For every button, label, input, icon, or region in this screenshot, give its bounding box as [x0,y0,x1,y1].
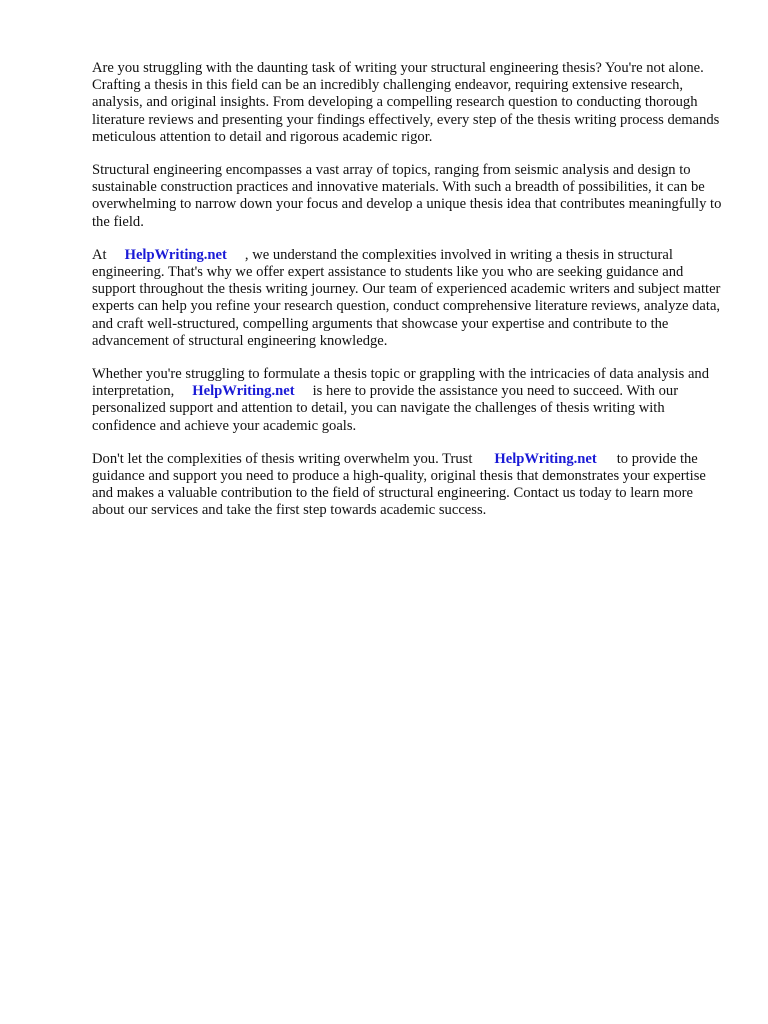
paragraph-support-lead: Whether you're struggling to formulate a thesis topic or grappling with the intricacies of data analysis and interpretation, [92,366,710,400]
helpwriting-link-1[interactable]: HelpWriting.net [124,246,227,263]
paragraph-support [92,366,724,435]
paragraph-closing-text: to provide the guidance and support you need to produce a high-quality, original thesis that demonstrates your expertise and makes a valuable contribution to the field of structural engineering. Contact us today to learn more about our services and take the first step towards academic success. [92,450,706,519]
paragraph-service-lead: At [92,246,107,263]
paragraph-intro [92,60,724,146]
document-page [92,60,724,536]
paragraph-closing [92,451,724,520]
paragraph-closing-lead: Don't let the complexities of thesis writing overwhelm you. Trust [92,450,473,467]
paragraph-intro-text: Are you struggling with the daunting task of writing your structural engineering thesis? You're not alone. Crafting a thesis in this field can be an incredibly challenging endeavor, requiring extensive research, analysis, and original insights. From developing a compelling research question to conducting thorough literature reviews and presenting your findings effectively, every step of the thesis writing process demands meticulous attention to detail and rigorous academic rigor. [92,60,720,145]
helpwriting-link-2[interactable]: HelpWriting.net [192,383,295,400]
paragraph-scope-text: Structural engineering encompasses a vast array of topics, ranging from seismic analysis and design to sustainable construction practices and innovative materials. With such a breadth of possibilities, it can be overwhelming to narrow down your focus and develop a unique thesis idea that contributes meaningfully to the field. [92,162,722,230]
paragraph-support-text: is here to provide the assistance you need to succeed. With our personalized support and attention to detail, you can navigate the challenges of thesis writing with confidence and achieve your academic goals. [92,383,679,434]
helpwriting-link-3[interactable]: HelpWriting.net [494,450,597,467]
paragraph-scope [92,162,724,231]
paragraph-service [92,247,724,350]
paragraph-service-text: , we understand the complexities involved in writing a thesis in structural engineering. That's why we offer expert assistance to students like you who are seeking guidance and support throughout the thesis writing journey. Our team of experienced academic writers and subject matter experts can help you refine your research question, conduct comprehensive literature reviews, analyze data, and craft well-structured, compelling arguments that showcase your expertise and contribute to the advancement of structural engineering knowledge. [92,246,721,349]
